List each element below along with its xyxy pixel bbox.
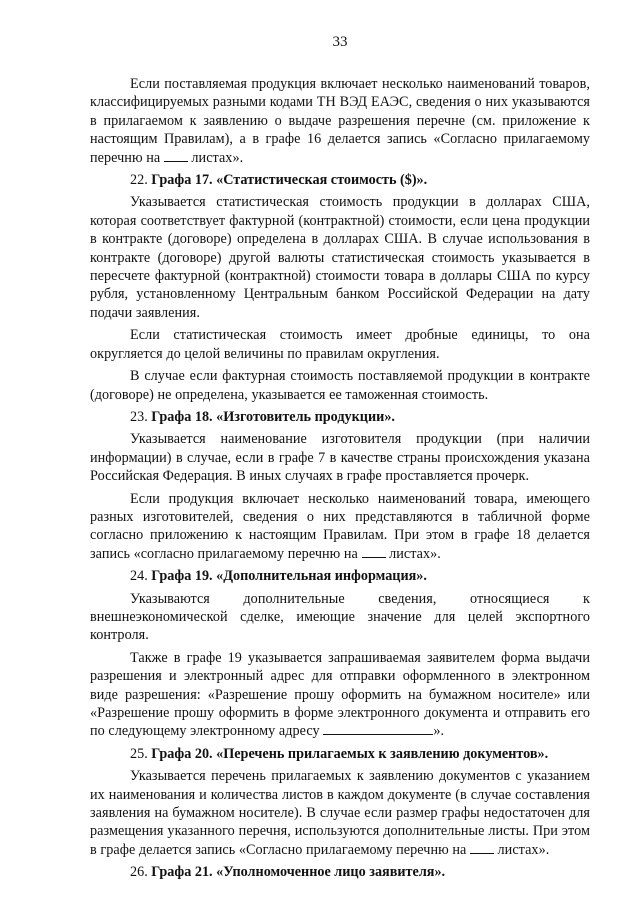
paragraph-rounding: Если статистическая стоимость имеет дробные единицы, то она округляется до целой величины по правилам округления. <box>90 327 590 362</box>
paragraph-multiple-manufacturers <box>90 490 590 564</box>
section-heading-25 <box>90 745 590 763</box>
paragraph-text: Также в графе 19 указывается запрашиваемая заявителем форма выдачи разрешения и электронный адрес для отправки оформленного в электронном виде разрешения: «Разрешение прошу оформить на бумажном носителе» или «Разрешение прошу оформить в форме электронного документа и отправить его по следующему электронному адресу <box>90 649 590 740</box>
section-title: Графа 19. «Дополнительная информация». <box>151 568 427 585</box>
paragraph-statistical-value: Указывается статистическая стоимость продукции в долларах США, которая соответствует фактурной (контрактной) стоимости, если цена продукции в контракте (договоре) определена в долларах США. В случае использования в контракте (договоре) другой валюты статистическая стоимость указывается в пересчете фактурной (контрактной) стоимости товара в доллары США по курсу рубля, установленному Центральным банком Российской Федерации на дату подачи заявления. <box>90 194 590 321</box>
paragraph-multiple-items <box>90 75 590 167</box>
paragraph-text: листах». <box>389 545 441 562</box>
section-title: Графа 21. «Уполномоченное лицо заявителя». <box>151 864 446 881</box>
paragraph-text: листах». <box>497 841 550 858</box>
paragraph-documents-list <box>90 767 590 859</box>
section-number: 22. <box>130 172 148 189</box>
paragraph-additional-info: Указываются дополнительные сведения, относящиеся к внешнеэкономической сделке, имеющие значение для целей экспортного контроля. <box>90 590 590 644</box>
page-number: 33 <box>332 34 348 50</box>
paragraph-manufacturer: Указывается наименование изготовителя продукции (при наличии информации) в случае, если в графе 7 в качестве страны происхождения указана Российская Федерация. В иных случаях в графе проставляется прочерк. <box>90 431 590 485</box>
paragraph-customs-value: В случае если фактурная стоимость поставляемой продукции в контракте (договоре) не определена, указывается ее таможенная стоимость. <box>90 368 590 403</box>
section-heading-24 <box>90 567 590 585</box>
blank-line <box>323 722 433 735</box>
paragraph-text: Если поставляемая продукция включает несколько наименований товаров, классифицируемых разными кодами ТН ВЭД ЕАЭС, сведения о них указываются в прилагаемом к заявлению о выдаче разрешения перечне (см. приложение к настоящим Правилам), а в графе 16 делается запись «Согласно прилагаемому перечню на <box>90 76 590 166</box>
section-title: Графа 20. «Перечень прилагаемых к заявлению документов». <box>151 745 549 762</box>
paragraph-permit-form <box>90 649 590 741</box>
section-number: 23. <box>130 408 148 425</box>
section-heading-22 <box>90 171 590 189</box>
paragraph-text: Если продукция включает несколько наименований товара, имеющего разных изготовителей, сведения о них представляются в табличной форме согласно приложению к настоящим Правилам. При этом в графе 18 делается запись «согласно прилагаемому перечню на <box>90 490 590 562</box>
section-title: Графа 17. «Статистическая стоимость ($)». <box>151 172 428 189</box>
paragraph-text: ». <box>433 723 445 740</box>
section-number: 26. <box>130 864 148 881</box>
paragraph-text: листах». <box>191 149 244 166</box>
blank-line <box>470 841 494 854</box>
section-number: 24. <box>130 568 148 585</box>
document-page <box>90 34 590 886</box>
section-heading-26 <box>90 863 590 881</box>
section-title: Графа 18. «Изготовитель продукции». <box>151 408 395 425</box>
paragraph-text: Указывается перечень прилагаемых к заявлению документов с указанием их наименования и количества листов в каждом документе (в случае составления заявления на бумажном носителе). В случае если размер графы недостаточен для размещения указанного перечня, используются дополнительные листы. При этом в графе делается запись «Согласно прилагаемому перечню на <box>90 768 590 858</box>
section-number: 25. <box>130 745 148 762</box>
section-heading-23 <box>90 408 590 426</box>
blank-line <box>362 545 386 558</box>
blank-line <box>164 149 188 162</box>
